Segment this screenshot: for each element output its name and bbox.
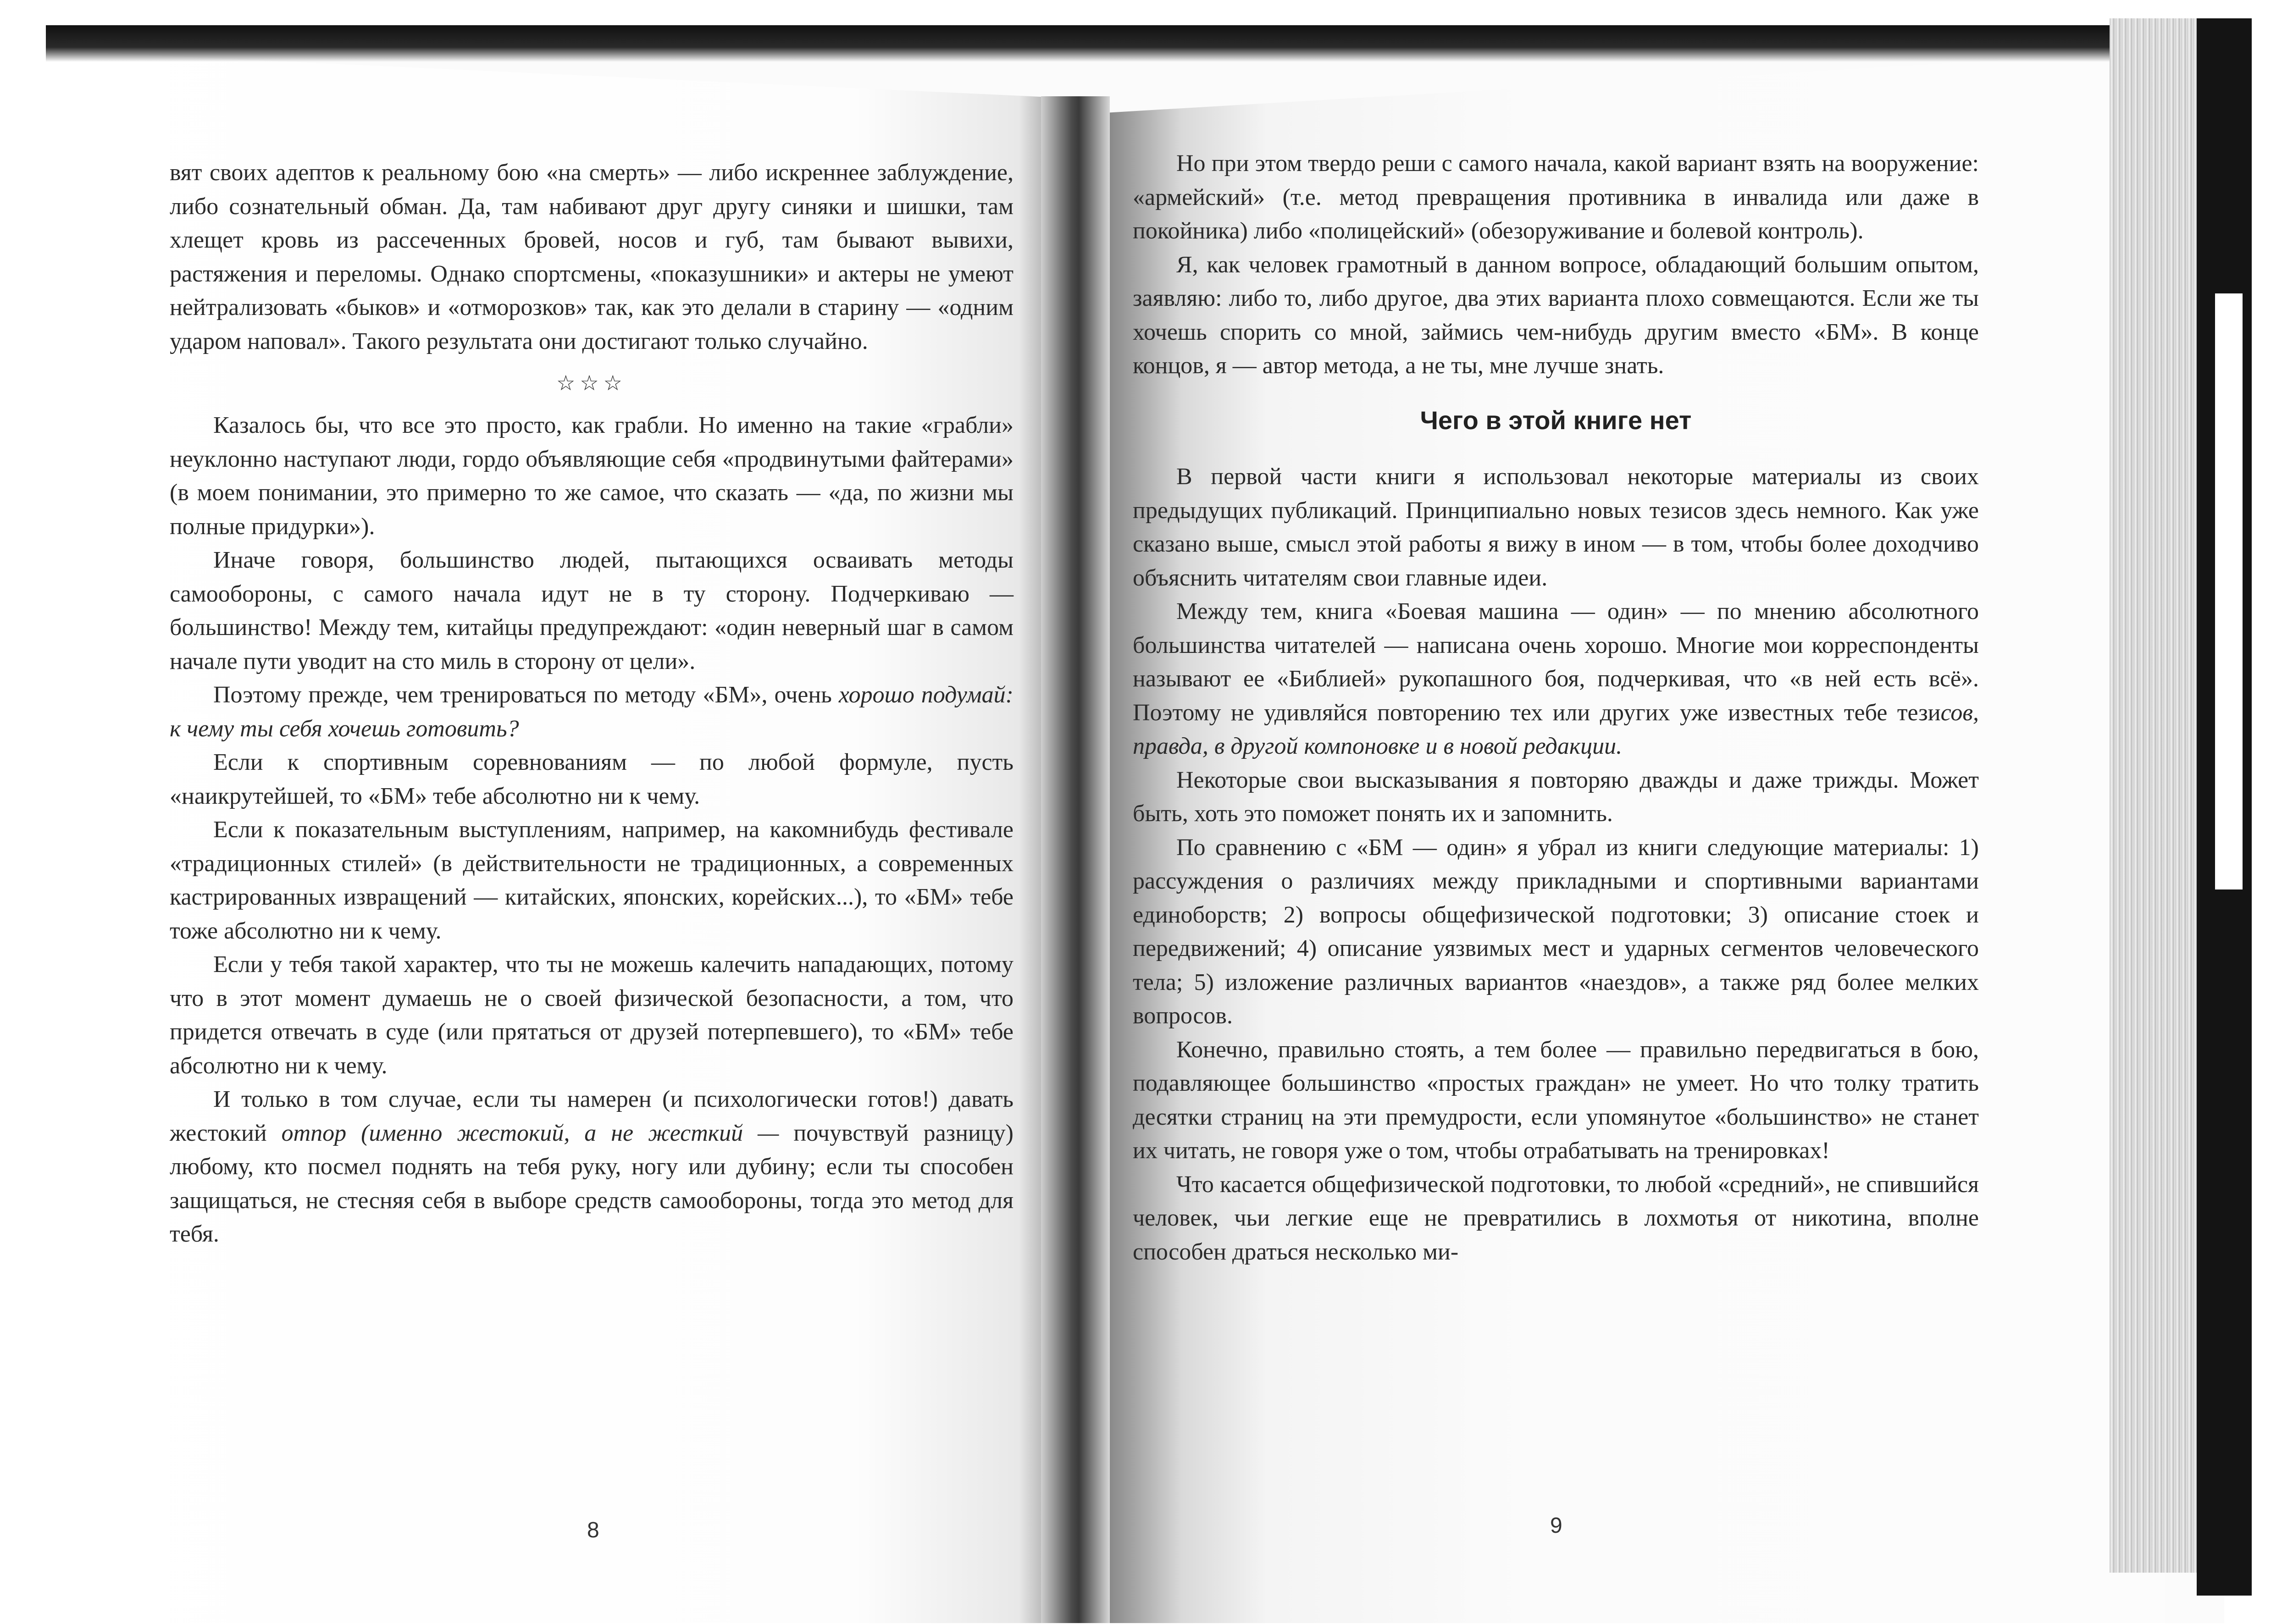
paragraph: Некоторые свои высказывания я повторяю дважды и даже трижды. Может быть, хоть это поможет понять их и запомнить.: [1133, 767, 1979, 827]
book-page-edges: [2110, 18, 2201, 1573]
paragraph: Я, как человек грамотный в данном вопросе, обладающий большим опытом, заявляю: либо то, либо другое, два этих варианта плохо совмещаются. Если же ты хочешь спорить со мной, займись чем-нибудь другим вместо «БМ». В конце концов, я — автор метода, а не ты, мне лучше знать.: [1133, 251, 1979, 379]
paragraph-with-italic: [170, 678, 1014, 746]
paragraph-tail: почувствуй разницу) любому, кто посмел поднять на тебя руку, ногу или дубину; если ты способен защищаться, не стесняя себя в выборе средств самообороны, тогда это метод для тебя.: [170, 1120, 1014, 1247]
paragraph: Если к спортивным соревнованиям — по любой формуле, пусть «наикрутейшей, то «БМ» тебе абсолютно ни к чему.: [170, 749, 1014, 809]
italic-question: хорошо подумай: к чему ты себя хочешь готовить?: [170, 682, 1014, 742]
paragraph: Конечно, правильно стоять, а тем более — правильно передвигаться в бою, подавляющее большинство «простых граждан» не умеет. Но что толку тратить десятки страниц на эти премудрости, если упомянутое «большинство» не станет их читать, не говоря уже о том, чтобы отрабатывать на тренировках!: [1133, 1036, 1979, 1164]
paragraph: Если к показательным выступлениям, например, на какомнибудь фестивале «традиционных стилей» (в действительности не традиционных, а современных кастрированных извращений — китайских, японских, корейских...), то «БМ» тебе тоже абсолютно ни к чему.: [170, 817, 1014, 944]
paragraph: Что касается общефизической подготовки, то любой «средний», не спившийся человек, чьи легкие еще не превратились в лохмотья от никотина, вполне способен драться несколько ми-: [1133, 1171, 1979, 1265]
paragraph-lead: И только в том случае, если ты намерен (и психологически готов!) давать жестокий: [170, 1086, 1014, 1146]
book-gutter: [1041, 96, 1110, 1623]
paragraph: По сравнению с «БМ — один» я убрал из книги следующие материалы: 1) рассуждения о различиях между прикладными и спортивными вариантами единоборств; 2) вопросы общефизической подготовки; 3) описание стоек и передвижений; 4) описание уязвимых мест и ударных сегментов человеческого тела; 5) изложение различных вариантов «наездов», а также ряд более мелких вопросов.: [1133, 834, 1979, 1029]
section-heading: Чего в этой книге нет: [1420, 405, 1692, 435]
right-page-text: [1133, 147, 1979, 1269]
scanner-top-edge: [46, 25, 2252, 62]
italic-rebuff: отпор (именно жестокий, а не жесткий —: [281, 1120, 779, 1146]
paragraph: вят своих адептов к реальному бою «на смерть» — либо искреннее заблуждение, либо сознательный обман. Да, там набивают друг другу синяки и шишки, там хлещет кровь из рассеченных бровей, носов и губ, там бывают вывихи, растяжения и переломы. Однако спортсмены, «показушники» и актеры не умеют нейтрализовать «быков» и «отморозков» так, как это делали в старину — «одним ударом наповал». Такого результата они достигают только случайно.: [170, 160, 1014, 354]
paragraph: Казалось бы, что все это просто, как грабли. Но именно на такие «грабли» неуклонно наступают люди, гордо объявляющие себя «продвинутыми файтерами» (в моем понимании, это примерно то же самое, что сказать — «да, по жизни мы полные придурки»).: [170, 412, 1014, 540]
right-page-number: 9: [1550, 1514, 1562, 1538]
section-separator-stars: ☆☆☆: [556, 371, 627, 395]
paragraph: Иначе говоря, большинство людей, пытающихся осваивать методы самообороны, с самого начала идут не в ту сторону. Подчеркиваю — большинство! Между тем, китайцы предупреждают: «один неверный шаг в самом начале пути уводит на сто миль в сторону от цели».: [170, 547, 1014, 674]
paragraph: Если у тебя такой характер, что ты не можешь калечить нападающих, потому что в этот момент думаешь не о своей физической безопасности, а том, что придется отвечать в суде (или прятаться от друзей потерпевшего), то «БМ» тебе абсолютно ни к чему.: [170, 951, 1014, 1079]
scan-background-gap: [2215, 293, 2243, 889]
paragraph-lead: Поэтому прежде, чем тренироваться по методу «БМ», очень: [213, 682, 839, 708]
paragraph: В первой части книги я использовал некоторые материалы из своих предыдущих публикаций. Принципиально новых тезисов здесь немного. Как уже сказано выше, смысл этой работы я вижу в ином — в том, чтобы более доходчиво объяснить читателям свои главные идеи.: [1133, 464, 1979, 591]
left-page-text: [170, 156, 1014, 1251]
italic-tail: сов, правда, в другой компоновке и в новой редакции.: [1133, 699, 1979, 759]
paragraph-with-italic: [170, 1083, 1014, 1251]
left-page-number: 8: [587, 1518, 599, 1542]
paragraph-with-italic: [1133, 595, 1979, 763]
paragraph: Но при этом твердо реши с самого начала, какой вариант взять на вооружение: «армейский» (т.е. метод превращения противника в инвалида или даже в покойника) либо «полицейский» (обезоруживание и болевой контроль).: [1133, 150, 1979, 244]
paragraph-lead: Между тем, книга «Боевая машина — один» — по мнению абсолютного большинства читателей — написана очень хорошо. Многие мои корреспонденты называют ее «Библией» рукопашного боя, подчеркивая, что «в ней есть всё». Поэтому не удивляйся повторению тех или других уже известных тебе тези: [1133, 598, 1979, 726]
scan-margin: [0, 0, 46, 1624]
